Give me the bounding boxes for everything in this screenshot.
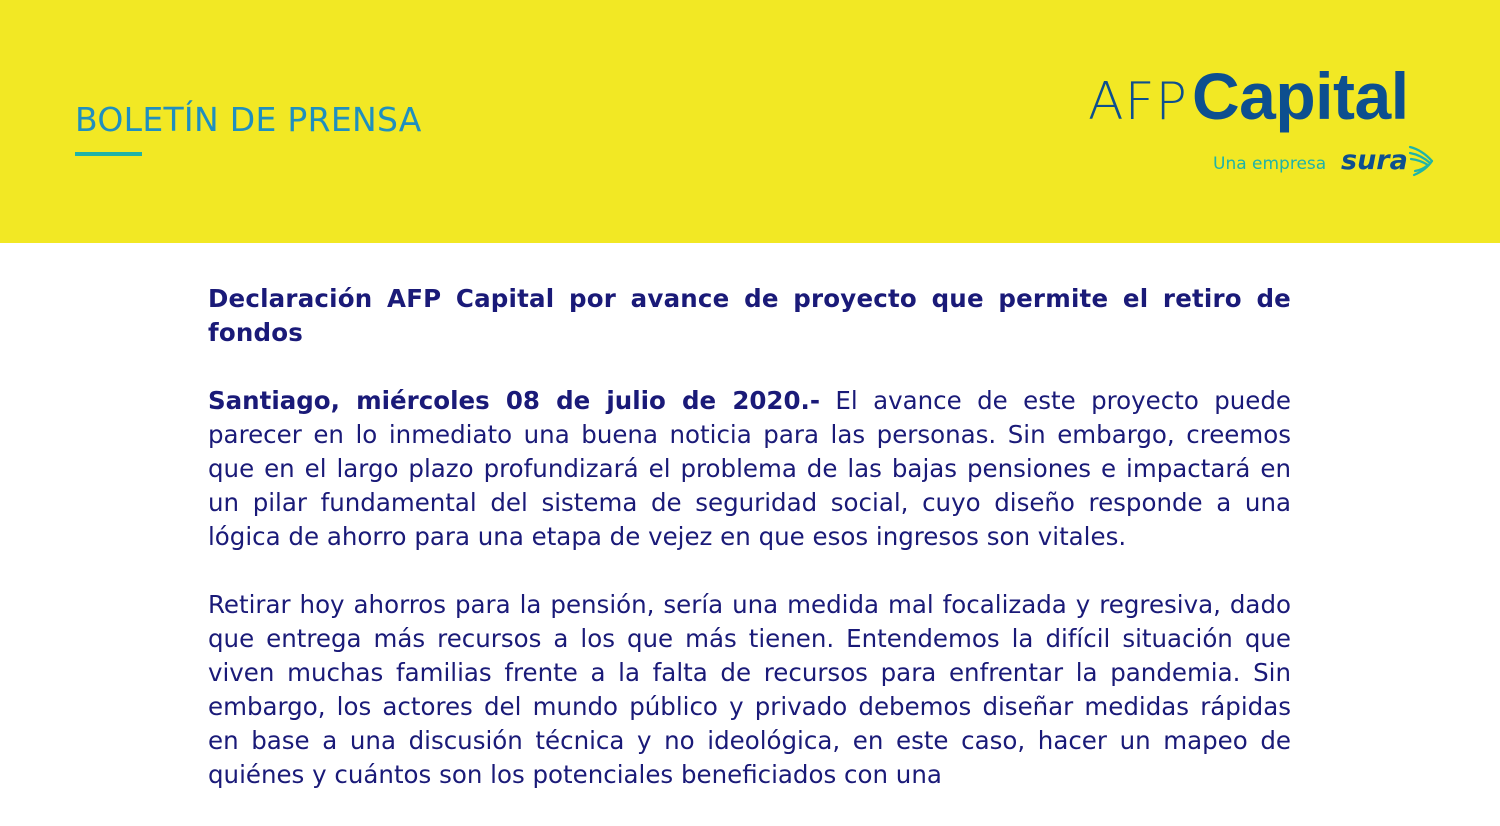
article-lead-paragraph	[208, 384, 1291, 554]
sura-wing-icon	[1408, 144, 1434, 178]
afp-capital-logo	[1088, 59, 1438, 187]
article-paragraph-2: Retirar hoy ahorros para la pensión, sería una medida mal focalizada y regresiva, dado que entrega más recursos a los que más tienen. Entendemos la difícil situación que viven muchas familias frente a la falta de recursos para enfrentar la pandemia. Sin embargo, los actores del mundo público y privado debemos diseñar medidas rápidas en base a una discusión técnica y no ideológica, en este caso, hacer un mapeo de quiénes y cuántos son los potenciales beneficiados con una	[208, 590, 1291, 789]
article-dateline: Santiago, miércoles 08 de julio de 2020.-	[208, 386, 820, 415]
logo-capital-text: Capital	[1192, 59, 1409, 133]
article-body	[208, 282, 1291, 826]
bulletin-label: BOLETÍN DE PRENSA	[75, 100, 422, 139]
logo-afp-text: AFP	[1088, 72, 1188, 132]
article-title: Declaración AFP Capital por avance de proyecto que permite el retiro de fondos	[208, 284, 1291, 347]
logo-sura-text: sura	[1341, 145, 1408, 176]
press-header	[0, 0, 1500, 243]
bulletin-underline	[75, 152, 142, 156]
logo-tagline: Una empresa	[1213, 154, 1327, 174]
article-lead-text: El avance de este proyecto puede parecer en lo inmediato una buena noticia para las personas. Sin embargo, creemos que en el largo plazo profundizará el problema de las bajas pensiones e impactará en un pilar fundamental del sistema de seguridad social, cuyo diseño responde a una lógica de ahorro para una etapa de vejez en que esos ingresos son vitales.	[208, 386, 1292, 551]
